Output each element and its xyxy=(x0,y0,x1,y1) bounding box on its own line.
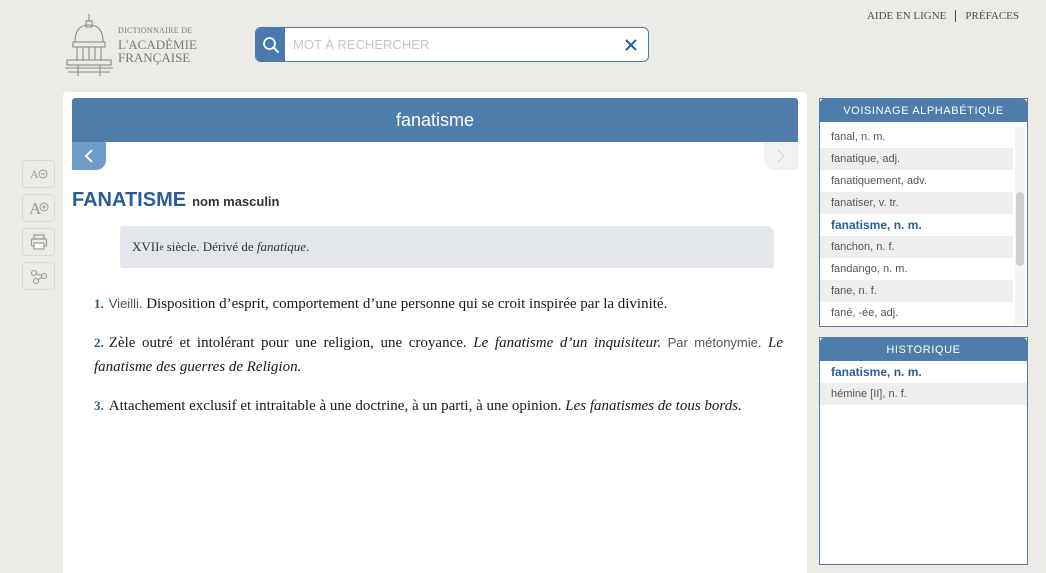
search-button[interactable] xyxy=(256,28,285,61)
svg-text:A: A xyxy=(28,199,41,218)
link-divider xyxy=(955,10,956,22)
etymology-end: . xyxy=(306,239,310,254)
entry-title-bar xyxy=(72,98,798,142)
usage-label: Par métonymie. xyxy=(661,335,768,350)
neighbor-item[interactable]: fanatiquement, adv. xyxy=(831,175,927,187)
share-icon xyxy=(30,267,48,285)
neighbors-panel-title: VOISINAGE ALPHABÉTIQUE xyxy=(820,99,1027,122)
definition-3 xyxy=(94,394,783,418)
definition-text: Zèle outré et intolérant pour une religion, une croyance. xyxy=(108,335,474,351)
text-decrease-icon xyxy=(29,166,49,182)
neighbors-list xyxy=(820,126,1013,324)
text-increase-button[interactable] xyxy=(22,194,55,222)
next-entry-button[interactable] xyxy=(764,142,798,170)
neighbor-item[interactable]: fanatique, adj. xyxy=(820,148,1013,170)
entry-title: fanatisme xyxy=(395,109,475,130)
close-icon xyxy=(625,39,637,51)
logo-line-3: FRANÇAISE xyxy=(118,49,191,65)
definition-number: 2. xyxy=(94,335,104,350)
help-link[interactable]: AIDE EN LIGNE xyxy=(866,10,947,22)
svg-text:A: A xyxy=(29,167,39,181)
neighbor-item[interactable]: fanatiser, v. tr. xyxy=(820,192,1013,214)
search-bar xyxy=(255,27,649,62)
definition-example: Le fanatisme des guerres de Religion. xyxy=(94,335,783,375)
history-item[interactable]: hémine [II], n. f. xyxy=(820,383,1027,405)
entry-panel xyxy=(63,92,807,573)
definition-number: 1. xyxy=(94,296,104,311)
previous-entry-button[interactable] xyxy=(72,142,106,170)
history-panel xyxy=(819,337,1028,565)
definition-text: Attachement exclusif et intraitable à une doctrine, à un parti, à une opinion. xyxy=(108,398,566,414)
prefaces-link[interactable]: PRÉFACES xyxy=(965,10,1019,22)
top-links xyxy=(867,10,1019,22)
grammatical-category: nom masculin xyxy=(192,194,280,209)
etymology-text: siècle. Dérivé de xyxy=(163,239,257,254)
neighbor-item[interactable]: fane, n. f. xyxy=(820,280,1013,302)
print-button[interactable] xyxy=(22,228,55,256)
print-icon xyxy=(30,233,48,251)
neighbor-item[interactable]: fandango, n. m. xyxy=(831,263,908,275)
definitions-list xyxy=(94,292,783,433)
neighbor-item-current[interactable]: fanatisme, n. m. xyxy=(831,218,922,232)
logo-line-2: L'ACADÉMIE xyxy=(118,36,197,52)
headword-line xyxy=(72,189,280,212)
neighbor-item[interactable]: fanchon, n. f. xyxy=(820,236,1013,258)
history-panel-title: HISTORIQUE xyxy=(820,338,1027,361)
definition-example: Les fanatismes de tous bords. xyxy=(565,398,742,414)
usage-label: Vieilli. xyxy=(108,296,143,311)
logo-line-1: DICTIONNAIRE DE xyxy=(118,25,193,35)
neighbor-item[interactable]: fané, -ée, adj. xyxy=(831,307,899,319)
etymology-source-link[interactable]: fanatique xyxy=(256,239,307,254)
magnifier-icon xyxy=(262,36,280,54)
definition-2 xyxy=(94,331,783,379)
definition-1 xyxy=(94,292,783,316)
neighbor-item[interactable]: fanal, n. m. xyxy=(831,131,886,143)
text-increase-icon xyxy=(28,198,50,218)
alphabetical-neighbors-panel xyxy=(819,98,1028,327)
etymology-box xyxy=(120,226,774,268)
etymology-century-suffix: e xyxy=(159,242,164,252)
history-item-current[interactable]: fanatisme, n. m. xyxy=(820,361,1027,383)
chevron-left-icon xyxy=(84,149,94,163)
neighbors-scrollbar-thumb[interactable] xyxy=(1016,192,1024,266)
clear-search-button[interactable] xyxy=(614,28,648,61)
definition-example: Le fanatisme d’un inquisiteur. xyxy=(473,335,662,351)
dome-icon xyxy=(64,12,114,78)
history-list xyxy=(820,361,1027,405)
chevron-right-icon xyxy=(776,149,786,163)
search-input[interactable] xyxy=(285,28,614,61)
definition-text: Disposition d’esprit, comportement d’une personne qui se croit inspirée par la divinité. xyxy=(142,296,668,312)
logo-text xyxy=(118,27,197,64)
share-button[interactable] xyxy=(22,262,55,290)
neighbors-scrollbar[interactable] xyxy=(1015,126,1025,324)
academie-logo[interactable] xyxy=(64,12,204,78)
definition-number: 3. xyxy=(94,398,104,413)
etymology-century: XVII xyxy=(132,239,160,254)
headword: FANATISME xyxy=(72,189,187,211)
text-decrease-button[interactable] xyxy=(22,160,55,188)
reading-tools xyxy=(22,160,55,290)
